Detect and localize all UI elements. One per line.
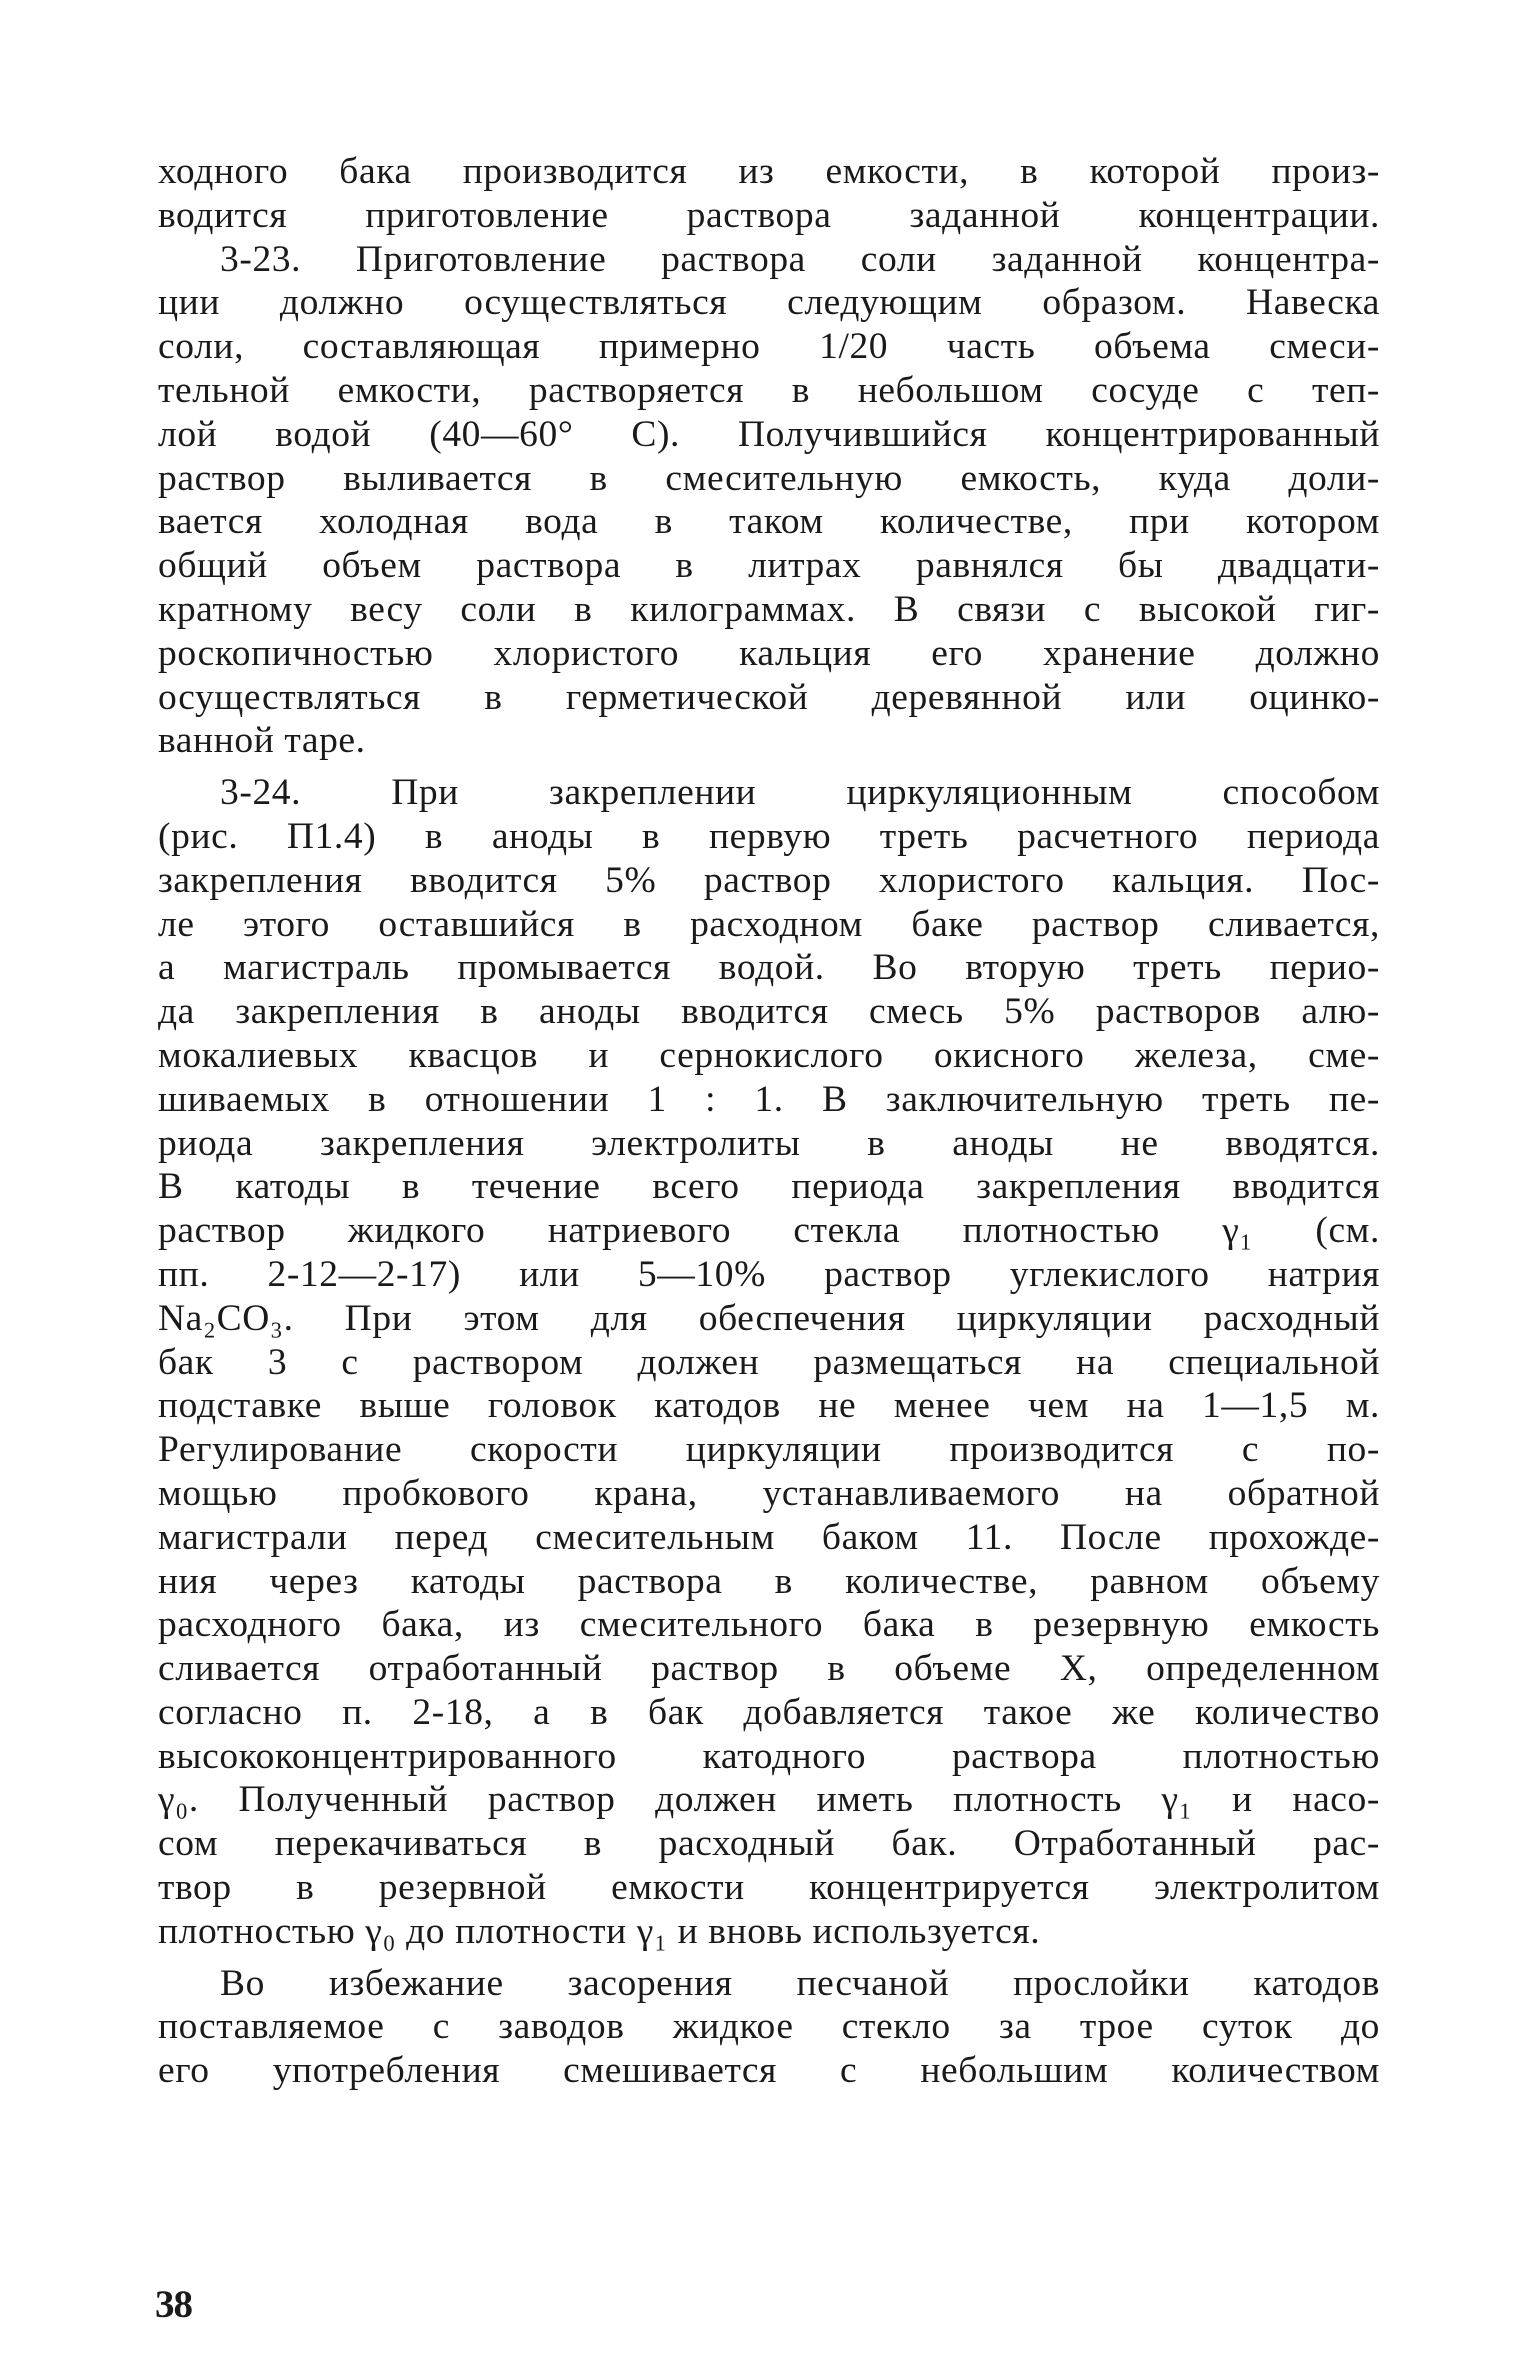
text-line: а магистраль промывается водой. Во вторую треть перио- (158, 947, 1380, 989)
text-line: пп. 2-12—2-17) или 5—10% раствор углекислого натрия (158, 1253, 1380, 1295)
text-line: сливается отработанный раствор в объеме X, определенном (158, 1648, 1380, 1690)
text-line: водится приготовление раствора заданной концентрации. (158, 194, 1380, 236)
text-line: роскопичностью хлористого кальция его хранение должно (158, 632, 1380, 674)
text-line: 3-24. При закреплении циркуляционным способом (220, 772, 1380, 814)
text-line: закрепления вводится 5% раствор хлористого кальция. Пос- (158, 859, 1380, 901)
text-line: Во избежание засорения песчаной прослойки катодов (220, 1962, 1380, 2004)
text-line: мокалиевых квасцов и сернокислого окисного железа, сме- (158, 1034, 1380, 1076)
paragraph (158, 771, 1380, 1954)
text-line: сом перекачиваться в расходный бак. Отработанный рас- (158, 1823, 1380, 1865)
text-line: ванной таре. (158, 720, 366, 762)
text-line: лой водой (40—60° С). Получившийся концентрированный (158, 413, 1380, 455)
text-line: осуществляться в герметической деревянной или оцинко- (158, 676, 1380, 718)
text-line: расходного бака, из смесительного бака в резервную емкость (158, 1604, 1380, 1646)
text-line: ции должно осуществляться следующим образом. Навеска (158, 282, 1380, 324)
text-line: да закрепления в аноды вводится смесь 5% растворов алю- (158, 991, 1380, 1033)
text-line: общий объем раствора в литрах равнялся бы двадцати- (158, 545, 1380, 587)
paragraph (158, 150, 1380, 238)
text-line: Na₂CO₃. При этом для обеспечения циркуляции расходный (158, 1297, 1380, 1339)
page-number: 38 (155, 2283, 192, 2326)
text-line: соли, составляющая примерно 1/20 часть объема смеси- (158, 326, 1380, 368)
text-line: магистрали перед смесительным баком 11. После прохожде- (158, 1516, 1380, 1558)
text-line: Регулирование скорости циркуляции производится с по- (158, 1429, 1380, 1471)
text-line: бак 3 с раствором должен размещаться на специальной (158, 1341, 1380, 1383)
paragraph-gap (158, 763, 1380, 771)
paragraph-gap (158, 1954, 1380, 1962)
text-line: его употребления смешивается с небольшим количеством (158, 2050, 1380, 2092)
text-line: шиваемых в отношении 1 : 1. В заключительную треть пе- (158, 1078, 1380, 1120)
text-line: раствор жидкого натриевого стекла плотностью γ₁ (см. (158, 1210, 1380, 1252)
text-line: ния через катоды раствора в количестве, равном объему (158, 1560, 1380, 1602)
text-line: плотностью γ₀ до плотности γ₁ и вновь используется. (158, 1910, 1041, 1952)
text-line: мощью пробкового крана, устанавливаемого на обратной (158, 1472, 1380, 1514)
text-line: ле этого оставшийся в расходном баке раствор сливается, (158, 903, 1380, 945)
text-line: γ₀. Полученный раствор должен иметь плотность γ₁ и насо- (158, 1779, 1380, 1821)
page-body (158, 150, 1380, 2093)
text-line: тельной емкости, растворяется в небольшом сосуде с теп- (158, 369, 1380, 411)
text-line: риода закрепления электролиты в аноды не вводятся. (158, 1122, 1380, 1164)
text-line: подставке выше головок катодов не менее чем на 1—1,5 м. (158, 1385, 1380, 1427)
text-line: согласно п. 2-18, а в бак добавляется такое же количество (158, 1691, 1380, 1733)
text-line: твор в резервной емкости концентрируется электролитом (158, 1867, 1380, 1909)
text-line: высококонцентрированного катодного раствора плотностью (158, 1735, 1380, 1777)
text-line: ходного бака производится из емкости, в которой произ- (158, 151, 1380, 192)
text-line: кратному весу соли в килограммах. В связи с высокой гиг- (158, 588, 1380, 630)
paragraph (158, 238, 1380, 764)
text-line: поставляемое с заводов жидкое стекло за трое суток до (158, 2006, 1380, 2048)
paragraph (158, 1962, 1380, 2093)
text-line: раствор выливается в смесительную емкость, куда доли- (158, 457, 1380, 499)
text-line: В катоды в течение всего периода закрепления вводится (158, 1166, 1380, 1208)
text-line: вается холодная вода в таком количестве, при котором (158, 501, 1380, 543)
text-line: (рис. П1.4) в аноды в первую треть расчетного периода (158, 815, 1380, 857)
text-line: 3-23. Приготовление раствора соли заданной концентра- (220, 238, 1380, 280)
